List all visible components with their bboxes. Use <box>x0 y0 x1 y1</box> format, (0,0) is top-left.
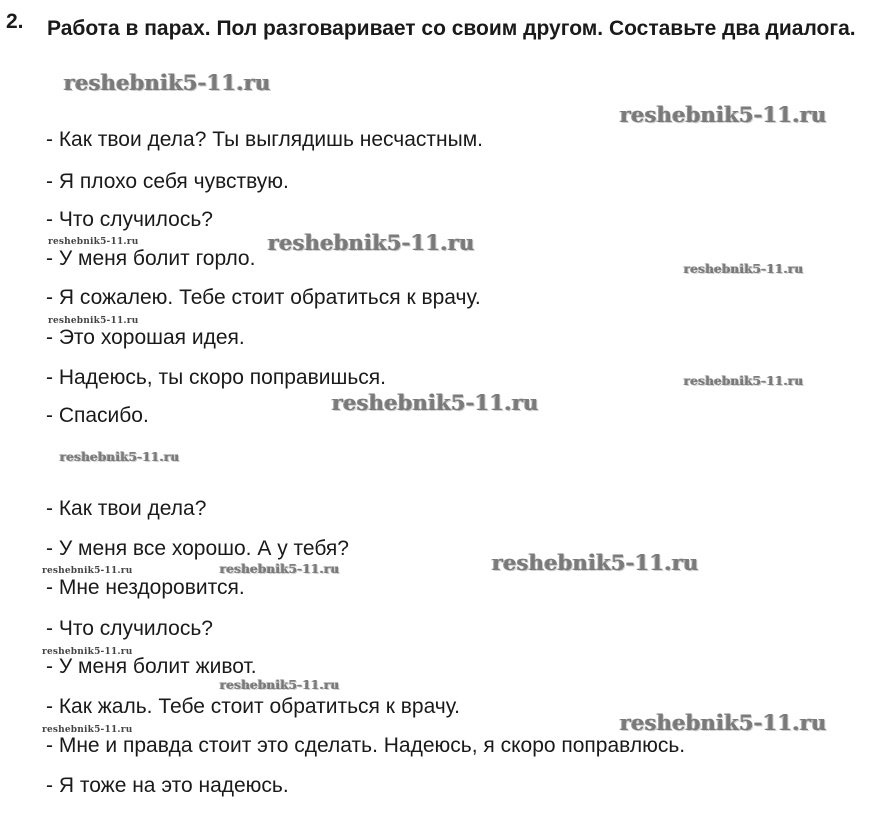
watermark: reshebnik5-11.ru <box>684 374 804 388</box>
watermark: reshebnik5-11.ru <box>220 562 340 576</box>
dialogue-2-line-4: - Что случилось? <box>46 617 213 640</box>
watermark: reshebnik5-11.ru <box>42 725 133 735</box>
dialogue-1-line-4: - У меня болит горло. <box>46 247 256 270</box>
dialogue-1-line-3: - Что случилось? <box>46 208 213 231</box>
dialogue-1-line-8: - Спасибо. <box>46 404 149 427</box>
dialogue-1-line-1: - Как твои дела? Ты выглядишь несчастным. <box>46 128 483 151</box>
dialogue-2-line-8: - Я тоже на это надеюсь. <box>46 774 289 797</box>
watermark: reshebnik5-11.ru <box>60 450 180 464</box>
dialogue-1-line-5: - Я сожалею. Тебе стоит обратиться к врачу. <box>46 286 481 309</box>
dialogue-2-line-2: - У меня все хорошо. А у тебя? <box>46 537 349 560</box>
watermark: reshebnik5-11.ru <box>684 262 804 276</box>
watermark: reshebnik5-11.ru <box>332 390 539 415</box>
dialogue-2-line-6: - Как жаль. Тебе стоит обратиться к врачу. <box>46 695 460 718</box>
dialogue-1-line-6: - Это хорошая идея. <box>46 326 245 349</box>
watermark: reshebnik5-11.ru <box>620 102 827 127</box>
watermark: reshebnik5-11.ru <box>620 710 827 735</box>
watermark: reshebnik5-11.ru <box>64 70 271 95</box>
watermark: reshebnik5-11.ru <box>220 678 340 692</box>
dialogue-2-line-7: - Мне и правда стоит это сделать. Надеюсь, я скоро поправлюсь. <box>46 734 686 757</box>
watermark: reshebnik5-11.ru <box>268 230 475 255</box>
watermark: reshebnik5-11.ru <box>492 550 699 575</box>
watermark: reshebnik5-11.ru <box>48 237 139 247</box>
dialogue-2-line-3: - Мне нездоровится. <box>46 576 245 599</box>
watermark: reshebnik5-11.ru <box>48 316 139 326</box>
task-number: 2. <box>6 10 24 33</box>
dialogue-2-line-1: - Как твои дела? <box>46 497 207 520</box>
dialogue-1-line-2: - Я плохо себя чувствую. <box>46 170 289 193</box>
task-heading: Работа в парах. Пол разговаривает со своим другом. Составьте два диалога. <box>47 17 856 40</box>
dialogue-1-line-7: - Надеюсь, ты скоро поправишься. <box>46 366 386 389</box>
watermark: reshebnik5-11.ru <box>42 566 133 576</box>
dialogue-2-line-5: - У меня болит живот. <box>46 655 257 678</box>
watermark: reshebnik5-11.ru <box>42 647 133 657</box>
